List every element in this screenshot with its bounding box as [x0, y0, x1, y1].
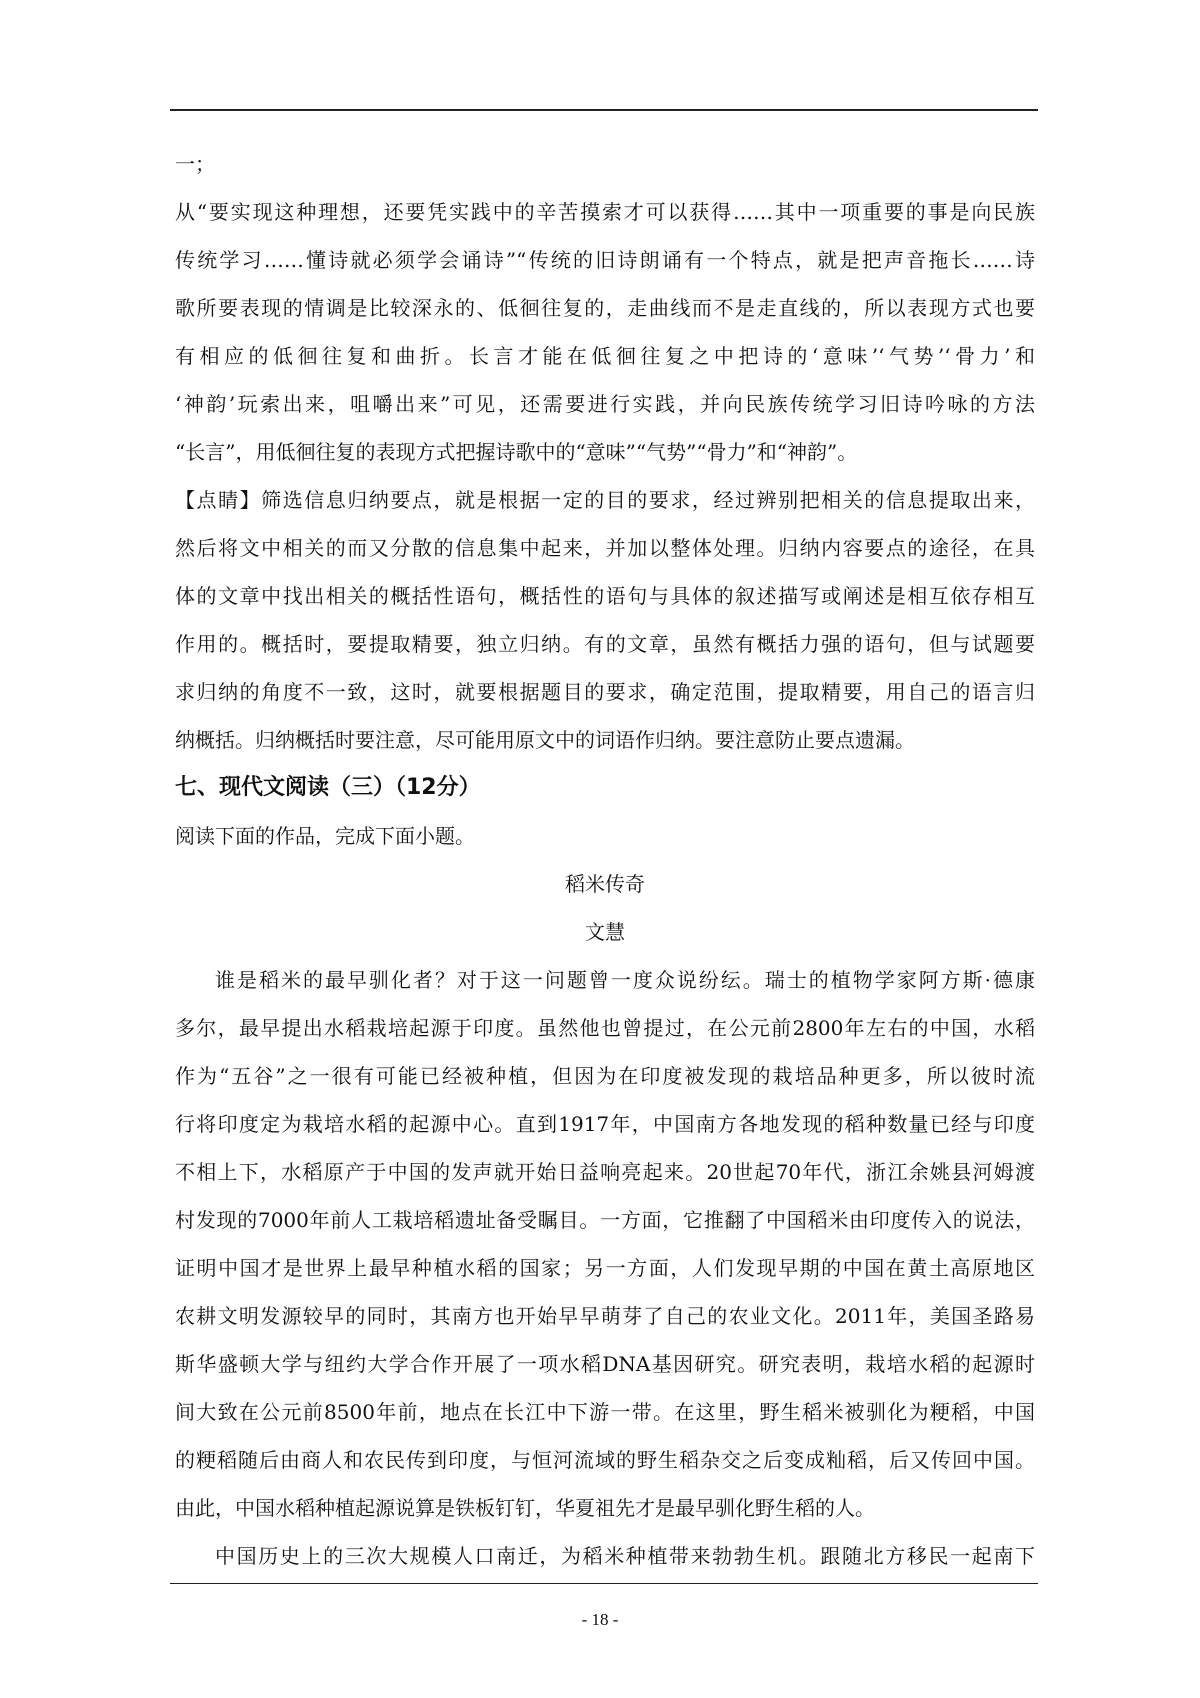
answer-line: 一；	[175, 152, 215, 176]
article	[175, 870, 1035, 1590]
article-line: 多尔，最早提出水稻栽培起源于印度。虽然他也曾提过，在公元前2800年左右的中国，水稻	[175, 1016, 1035, 1040]
dianjing-line: 求归纳的角度不一致，这时，就要根据题目的要求，确定范围，提取精要，用自己的语言归	[175, 680, 1035, 704]
article-line: 斯华盛顿大学与纽约大学合作开展了一项水稻DNA基因研究。研究表明，栽培水稻的起源时	[175, 1352, 1035, 1376]
article-line: 证明中国才是世界上最早种植水稻的国家；另一方面，人们发现早期的中国在黄土高原地区	[175, 1256, 1035, 1280]
article-line: 不相上下，水稻原产于中国的发声就开始日益响亮起来。20世起70年代，浙江余姚县河姆渡	[175, 1160, 1035, 1184]
footer-rule	[170, 1583, 1038, 1584]
header-rule	[170, 109, 1038, 111]
page-number: - 18 -	[581, 1610, 619, 1629]
article-line: 谁是稻米的最早驯化者？对于这一问题曾一度众说纷纭。瑞士的植物学家阿方斯·德康	[215, 968, 1035, 992]
section-instruction: 阅读下面的作品，完成下面小题。	[175, 824, 475, 848]
answer-line: 歌所要表现的情调是比较深永的、低徊往复的，走曲线而不是走直线的，所以表现方式也要	[175, 296, 1035, 320]
article-author: 文慧	[585, 920, 625, 944]
article-line: 行将印度定为栽培水稻的起源中心。直到1917年，中国南方各地发现的稻种数量已经与印度	[175, 1112, 1035, 1136]
article-title: 稻米传奇	[565, 872, 645, 896]
dianjing-line: 然后将文中相关的而又分散的信息集中起来，并加以整体处理。归纳内容要点的途径，在具	[175, 536, 1035, 560]
answer-line: ‘神韵’玩索出来，咀嚼出来”可见，还需要进行实践，并向民族传统学习旧诗吟咏的方法	[175, 392, 1035, 416]
article-line: 作为“五谷”之一很有可能已经被种植，但因为在印度被发现的栽培品种更多，所以彼时流	[175, 1064, 1035, 1088]
answer-block	[175, 150, 1035, 774]
article-line: 由此，中国水稻种植起源说算是铁板钉钉，华夏祖先才是最早驯化野生稻的人。	[175, 1496, 875, 1520]
page-content	[175, 150, 1035, 1590]
article-line: 间大致在公元前8500年前，地点在长江中下游一带。在这里，野生稻米被驯化为粳稻，中国	[175, 1400, 1035, 1424]
dianjing-line: 【点睛】筛选信息归纳要点，就是根据一定的目的要求，经过辨别把相关的信息提取出来，	[175, 488, 1035, 512]
dianjing-line: 纳概括。归纳概括时要注意，尽可能用原文中的词语作归纳。要注意防止要点遗漏。	[175, 728, 915, 752]
answer-line: 传统学习……懂诗就必须学会诵诗”“传统的旧诗朗诵有一个特点，就是把声音拖长……诗	[175, 248, 1035, 272]
answer-line: 从“要实现这种理想，还要凭实践中的辛苦摸索才可以获得……其中一项重要的事是向民族	[175, 200, 1035, 224]
answer-line: “长言”，用低徊往复的表现方式把握诗歌中的“意味”“气势”“骨力”和“神韵”。	[175, 440, 858, 464]
article-line: 村发现的7000年前人工栽培稻遗址备受瞩目。一方面，它推翻了中国稻米由印度传入的说法，	[175, 1208, 1035, 1232]
answer-line: 有相应的低徊往复和曲折。长言才能在低徊往复之中把诗的‘意味’‘气势’‘骨力’和	[175, 344, 1035, 368]
section-heading: 七、现代文阅读（三）（12分）	[175, 775, 481, 800]
dianjing-line: 作用的。概括时，要提取精要，独立归纳。有的文章，虽然有概括力强的语句，但与试题要	[175, 632, 1035, 656]
article-line: 中国历史上的三次大规模人口南迁，为稻米种植带来勃勃生机。跟随北方移民一起南下	[215, 1544, 1035, 1568]
article-line: 的粳稻随后由商人和农民传到印度，与恒河流域的野生稻杂交之后变成籼稻，后又传回中国。	[175, 1448, 1035, 1472]
article-line: 农耕文明发源较早的同时，其南方也开始早早萌芽了自己的农业文化。2011年，美国圣路易	[175, 1304, 1035, 1328]
dianjing-line: 体的文章中找出相关的概括性语句，概括性的语句与具体的叙述描写或阐述是相互依存相互	[175, 584, 1035, 608]
